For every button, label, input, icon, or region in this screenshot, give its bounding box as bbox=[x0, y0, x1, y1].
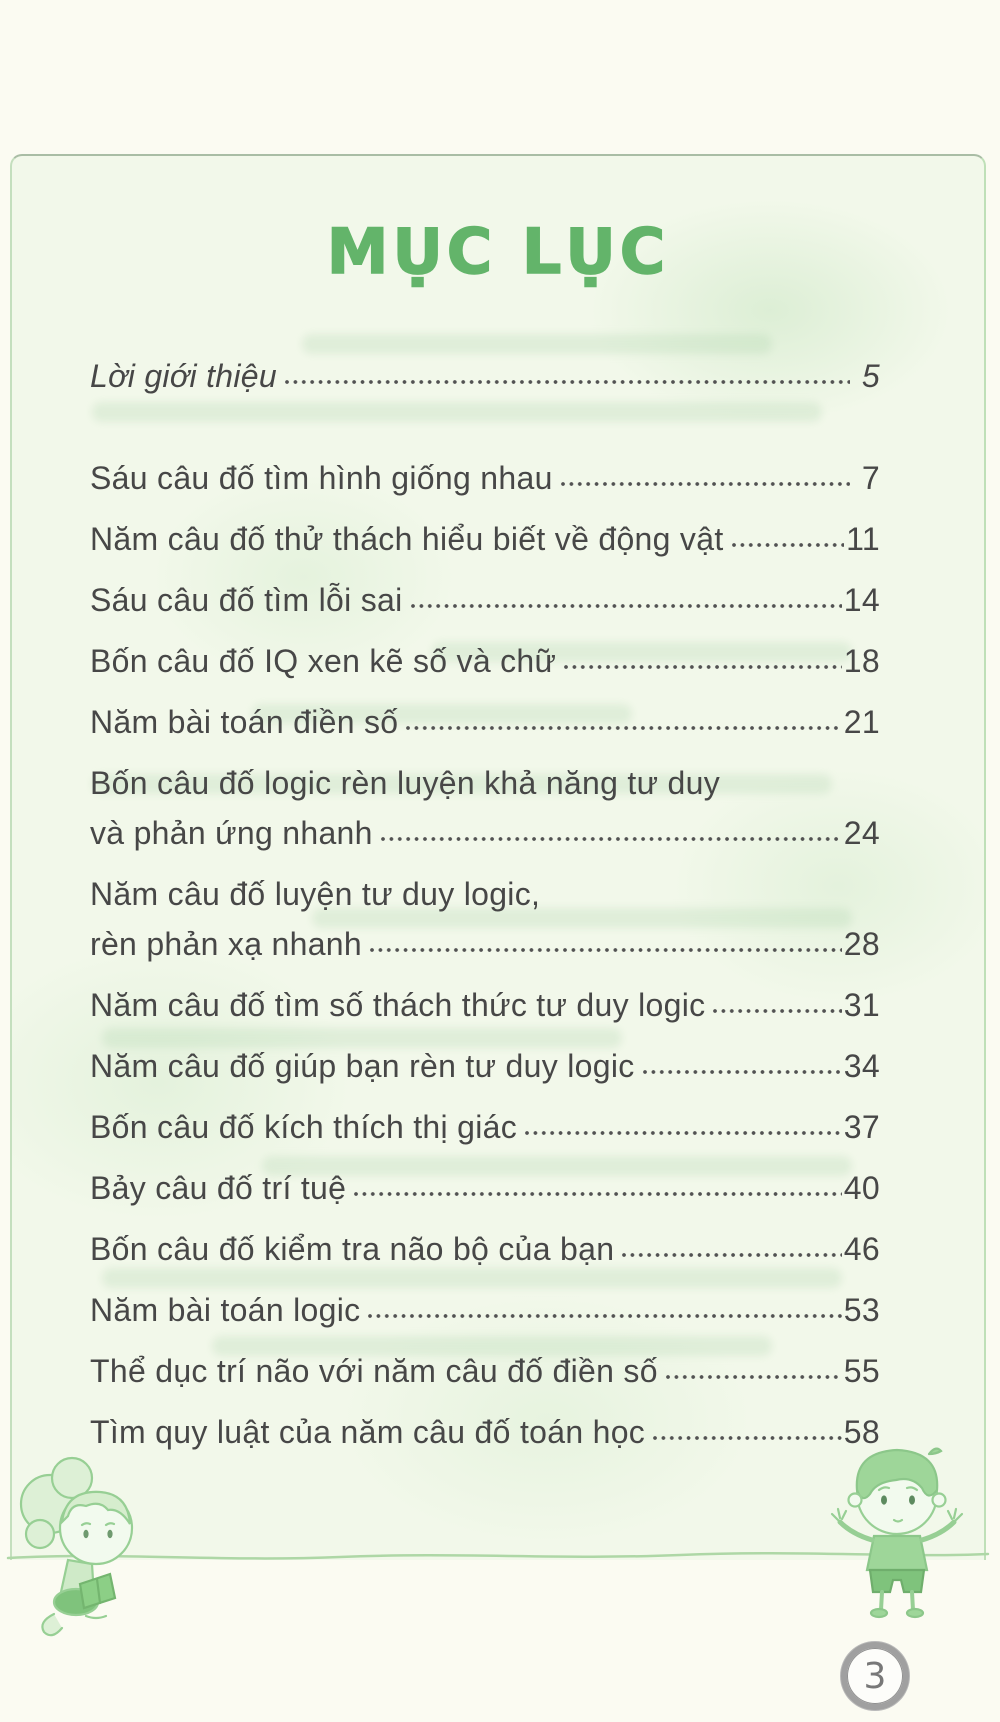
toc-entry bbox=[90, 458, 880, 498]
toc-entry-label: Tìm quy luật của năm câu đố toán học bbox=[90, 1414, 646, 1450]
toc-page-number: 18 bbox=[843, 643, 880, 679]
toc-leader-dots bbox=[564, 664, 842, 670]
page-number-badge bbox=[841, 1642, 909, 1710]
toc-entry bbox=[90, 1290, 880, 1330]
toc-leader-dots bbox=[406, 725, 841, 731]
toc-leader-dots bbox=[561, 481, 850, 487]
toc-entry-label: Năm câu đố luyện tư duy logic, bbox=[90, 876, 541, 912]
toc-page-number: 28 bbox=[843, 926, 880, 962]
toc-page-number: 21 bbox=[843, 704, 880, 740]
toc-page-number: 53 bbox=[843, 1292, 880, 1328]
toc-entry bbox=[90, 1168, 880, 1208]
boy-illustration bbox=[826, 1436, 968, 1620]
toc-page-number: 31 bbox=[843, 987, 880, 1023]
toc-entry-label: Lời giới thiệu bbox=[90, 358, 277, 394]
toc-leader-dots bbox=[285, 379, 850, 385]
toc-leader-dots bbox=[643, 1069, 842, 1075]
toc-panel bbox=[10, 154, 986, 1560]
toc-entry bbox=[90, 1046, 880, 1086]
girl-reading-illustration bbox=[16, 1448, 148, 1638]
toc-page-number: 55 bbox=[843, 1353, 880, 1389]
toc-leader-dots bbox=[713, 1008, 841, 1014]
toc-leader-dots bbox=[370, 947, 842, 953]
toc-entry-label: Bốn câu đố logic rèn luyện khả năng tư duy bbox=[90, 765, 720, 801]
toc-entry bbox=[90, 356, 880, 396]
toc-entry-label: Bảy câu đố trí tuệ bbox=[90, 1170, 347, 1206]
toc-page-number: 24 bbox=[843, 815, 880, 851]
toc-page-number: 40 bbox=[843, 1170, 880, 1206]
toc-page-number: 37 bbox=[843, 1109, 880, 1145]
toc-entry bbox=[90, 1107, 880, 1147]
toc-leader-dots bbox=[354, 1191, 842, 1197]
toc-page-number: 46 bbox=[843, 1231, 880, 1267]
toc-leader-dots bbox=[732, 542, 845, 548]
toc-page-number: 11 bbox=[846, 521, 880, 557]
page-number: 3 bbox=[863, 1655, 887, 1697]
toc-leader-dots bbox=[368, 1313, 841, 1319]
toc-entry bbox=[90, 1229, 880, 1269]
toc-entry bbox=[90, 702, 880, 742]
toc-entry-label: Sáu câu đố tìm hình giống nhau bbox=[90, 460, 553, 496]
toc-entry bbox=[90, 763, 880, 853]
toc-leader-dots bbox=[666, 1374, 842, 1380]
toc-page-number: 7 bbox=[861, 460, 880, 496]
toc-entry-label: Bốn câu đố IQ xen kẽ số và chữ bbox=[90, 643, 557, 679]
toc-entry bbox=[90, 641, 880, 681]
toc-entry-label: Thể dục trí não với năm câu đố điền số bbox=[90, 1353, 658, 1389]
toc-leader-dots bbox=[525, 1130, 842, 1136]
toc-entry-label-line2: và phản ứng nhanh bbox=[90, 815, 373, 851]
toc-entry bbox=[90, 1351, 880, 1391]
toc-entry bbox=[90, 519, 880, 559]
toc-entry bbox=[90, 1412, 880, 1452]
toc-page-number: 34 bbox=[843, 1048, 880, 1084]
toc-entry-label: Bốn câu đố kích thích thị giác bbox=[90, 1109, 518, 1145]
toc-entry-label: Năm bài toán điền số bbox=[90, 704, 399, 740]
toc-leader-dots bbox=[411, 603, 842, 609]
toc-entry-label: Năm bài toán logic bbox=[90, 1292, 361, 1328]
toc-entry bbox=[90, 580, 880, 620]
toc-page-number: 58 bbox=[843, 1414, 880, 1450]
toc-entry bbox=[90, 985, 880, 1025]
toc-leader-dots bbox=[653, 1435, 842, 1441]
toc-leader-dots bbox=[622, 1252, 841, 1258]
page-title: MỤC LỤC bbox=[326, 215, 670, 288]
toc-entry-label: Năm câu đố tìm số thách thức tư duy logic bbox=[90, 987, 706, 1023]
toc-entry-label: Sáu câu đố tìm lỗi sai bbox=[90, 582, 403, 618]
toc-entry bbox=[90, 874, 880, 964]
toc-list bbox=[90, 356, 880, 1473]
toc-entry-label: Năm câu đố thử thách hiểu biết về động vật bbox=[90, 521, 724, 557]
toc-page-number: 5 bbox=[861, 358, 880, 394]
bleed-through-smudge bbox=[302, 334, 772, 354]
toc-entry-label: Năm câu đố giúp bạn rèn tư duy logic bbox=[90, 1048, 635, 1084]
toc-entry-label: Bốn câu đố kiểm tra não bộ của bạn bbox=[90, 1231, 615, 1267]
toc-page-number: 14 bbox=[843, 582, 880, 618]
toc-leader-dots bbox=[381, 836, 842, 842]
toc-entry-label-line2: rèn phản xạ nhanh bbox=[90, 926, 362, 962]
